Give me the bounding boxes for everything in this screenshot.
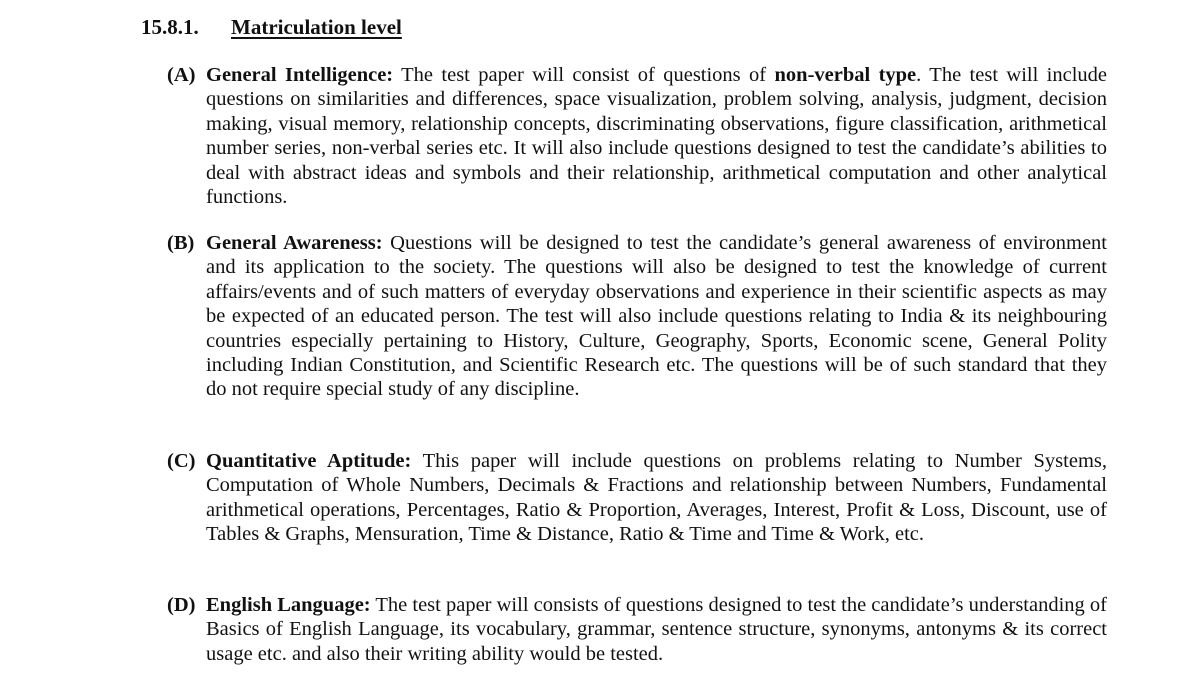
subsection-term: Quantitative Aptitude:: [206, 450, 412, 472]
subsection-body: [206, 593, 1107, 666]
subsection-emphasis: non-verbal type: [774, 64, 917, 86]
subsection-body: [206, 63, 1107, 209]
section-heading: [141, 15, 402, 40]
subsection-text-before: The test paper will consist of questions of: [393, 64, 775, 86]
subsection-marker: (A): [167, 64, 196, 86]
subsection-text: This paper will include questions on problems relating to Number Systems, Computation of Whole Numbers, Decimals & Fractions and relationship between Numbers, Fundamental arithmetical operations, Percentages, Ratio & Proportion, Averages, Interest, Profit & Loss, Discount, use of Tables & Graphs, Mensuration, Time & Distance, Ratio & Time and Time & Work, etc.: [206, 450, 1107, 546]
subsection-marker: (C): [167, 450, 196, 472]
subsection-term: General Awareness:: [206, 232, 383, 254]
subsection-term: English Language:: [206, 594, 371, 616]
section-number: 15.8.1.: [141, 15, 199, 39]
subsection-text: Questions will be designed to test the candidate’s general awareness of environment and its application to the society. The questions will also be designed to test the knowledge of current affairs/events and of such matters of everyday observations and experience in their scientific aspects as may be expected of an educated person. The test will also include questions relating to India & its neighbouring countries especially pertaining to History, Culture, Geography, Sports, Economic scene, General Polity including Indian Constitution, and Scientific Research etc. The questions will be of such standard that they do not require special study of any discipline.: [206, 232, 1107, 401]
subsection-general-awareness: [167, 231, 1107, 402]
subsection-english-language: [167, 593, 1107, 666]
subsection-marker: (B): [167, 232, 195, 254]
subsection-marker: (D): [167, 594, 196, 616]
subsection-body: [206, 449, 1107, 547]
subsection-term: General Intelligence:: [206, 64, 394, 86]
subsection-general-intelligence: [167, 63, 1107, 209]
subsection-text-after: . The test will include questions on similarities and differences, space visualization, problem solving, analysis, judgment, decision making, visual memory, relationship concepts, discriminating observations, figure classification, arithmetical number series, non-verbal series etc. It will also include questions designed to test the candidate’s abilities to deal with abstract ideas and symbols and their relationship, arithmetical computation and other analytical functions.: [206, 64, 1108, 209]
subsection-text: The test paper will consists of questions designed to test the candidate’s understanding of Basics of English Language, its vocabulary, grammar, sentence structure, synonyms, antonyms & its correct usage etc. and also their writing ability would be tested.: [206, 594, 1107, 665]
subsection-body: [206, 231, 1107, 402]
section-title: Matriculation level: [231, 15, 402, 39]
subsection-quantitative-aptitude: [167, 449, 1107, 547]
